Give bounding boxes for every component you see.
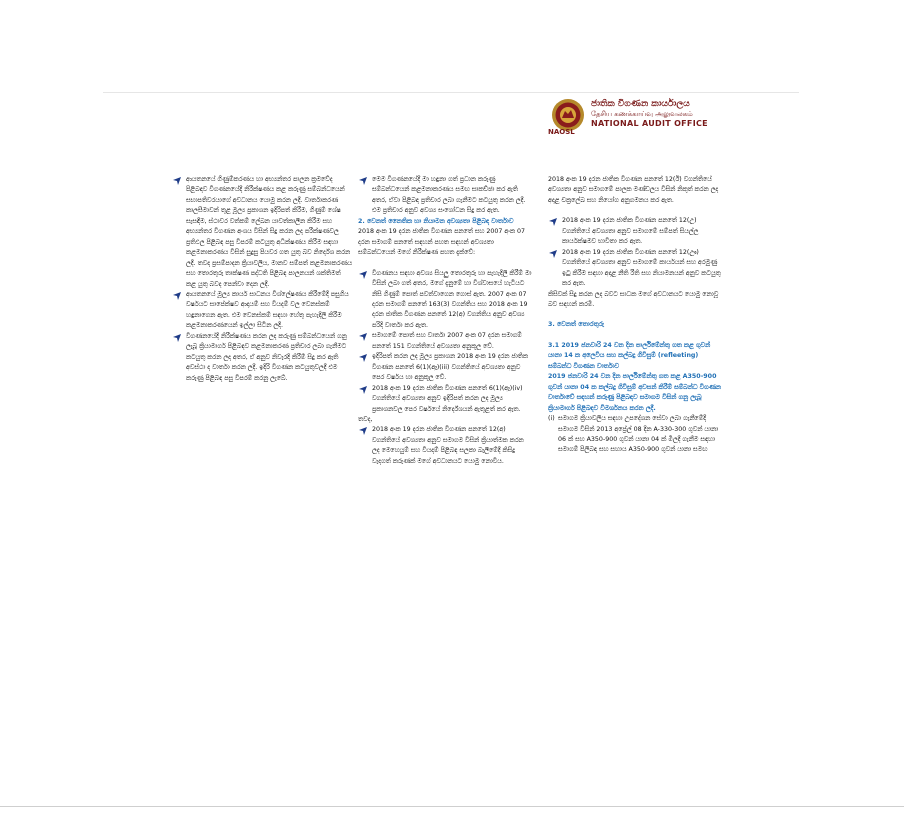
text-column-3 [548, 175, 723, 456]
bullet-item [548, 248, 723, 290]
bullet-item [358, 269, 533, 332]
bullet-item [358, 384, 533, 415]
arrow-bullet-icon [172, 176, 182, 186]
office-name [591, 99, 708, 129]
arrow-bullet-icon [548, 217, 558, 227]
text-column-1 [172, 175, 352, 384]
seal-acronym: NAOSL [548, 128, 575, 136]
section-2-intro: 2018 අංක 19 දරන ජාතික විගණන පනතේ සහ 2007 අංක 07 දරන සමාගම් පනතේ සඳහන් පහත සඳහන් අවශ්‍යතා සම්බන්ධයෙන් මගේ නිරීක්ෂණ පහත දැක්වේ: [358, 228, 526, 257]
section-2-heading: 2. වෙනත් නෛතික හා නියාමන අවශ්‍යතා පිළිබඳ වාර්තාව [358, 217, 514, 225]
item-label: (i) [548, 415, 555, 423]
bullet-text: විගණනයේදී නිරීක්ෂණය කරන ලද කරුණු සම්බන්ධයෙන් ගනු ලැබූ ක්‍රියාමාර්ග පිළිබඳව කළමනාකරණ ප්‍රතිචාර ලබා ගැනීමට කටයුතු කරන ලද අතර, ඒ අනුව නිවැරදි කිරීම් සිදු කර ඇති අවස්ථා ද වාර්තා කරන ලදී. ඉදිරි විගණන කටයුතුවලදී එම කරුණු පිළිබඳ පසු විපරම් කරනු ලැබේ. [186, 332, 347, 382]
bullet-text: ආයතනයේ ගිණුම්කරණය හා අභ්‍යන්තර පාලන ක්‍රමවේද පිළිබඳව විගණනයේදී නිරීක්ෂණය කළ කරුණු සම්බන්ධයෙන් සභාපතිවරයාගේ අවධානය යොමු කරන ලදී. වාර්තාකරණ කාලසීමාවන් තුළ මූල්‍ය ප්‍රකාශන ඉදිරිපත් කිරීම, ගිණුම් ශේෂ සැසඳීම, ස්ථාවර වත්කම් ලේඛන යාවත්කාලීන කිරීම සහ අභ්‍යන්තර විගණන අංශය විසින් සිදු කරන ලද පරීක්ෂණවල ප්‍රතිඵල පිළිබඳ පසු විපරම් කටයුතු අධීක්ෂණය කිරීම සඳහා කළමනාකරණය විසින් සුදුසු පියවර ගත යුතු බව නිර්දේශ කරන ලදී. තවද ප්‍රසම්පාදන ක්‍රියාවලිය, මානව සම්පත් කළමනාකරණය සහ තොරතුරු තාක්ෂණ පද්ධති පිළිබඳ පාලනයන් ශක්තිමත් කළ යුතු බවද පෙන්වා දෙන ලදී. [186, 176, 352, 288]
bullet-item [172, 290, 352, 332]
arrow-bullet-icon [172, 291, 182, 301]
bullet-text: ඉදිරිපත් කරන ලද මූල්‍ය ප්‍රකාශන 2018 අංක 19 දරන ජාතික විගණන පනතේ 6(1)(ඈ)(iii) වගන්තියේ අවශ්‍යතා අනුව පෙර වර්ෂය හා අනුකූල වේ. [372, 353, 528, 382]
column-3-outro: කිසිවක් සිදු කරන ලද බවට සාධක මගේ අවධානයට යොමු නොවූ බව සඳහන් කරමි. [548, 290, 719, 308]
arrow-bullet-icon [358, 353, 368, 363]
arrow-bullet-icon [358, 385, 368, 395]
bullet-text: මෙම විගණනයේදී මා හඳුනා ගත් ප්‍රධාන කරුණු සම්බන්ධයෙන් කළමනාකරණය සමඟ සාකච්ඡා කර ඇති අතර, ඒවා පිළිබඳ ප්‍රතිචාර ලබා ගැනීමට කටයුතු කරන ලදී. එම ප්‍රතිචාර අනුව අවශ්‍ය සංශෝධන සිදු කර ඇත. [372, 176, 526, 215]
arrow-bullet-icon [548, 249, 558, 259]
list-item [548, 414, 723, 456]
arrow-bullet-icon [358, 270, 368, 280]
bullet-text: විගණනය සඳහා අවශ්‍ය සියලු තොරතුරු හා පැහැදිලි කිරීම් මා විසින් ලබා ගත් අතර, මගේ දැනුමේ හා විශ්වාසයේ හැටියට නිසි ගිණුම් පොත් පවත්වාගෙන ගොස් ඇත. 2007 අංක 07 දරන සමාගම් පනතේ 163(3) වගන්තිය සහ 2018 අංක 19 දරන ජාතික විගණන පනතේ 12(අ) වගන්තිය අනුව අවශ්‍ය පරිදි වාර්තා කර ඇත. [372, 269, 532, 329]
bullet-item [358, 352, 533, 383]
arrow-bullet-icon [172, 333, 182, 343]
arrow-bullet-icon [358, 332, 368, 342]
item-text: සමාගම ක්‍රියාවලිය සඳහා උපදේශන සේවා ලබා ගැනීමේදී සමාගම විසින් 2013 අප්‍රේල් 08 දින A-330-300 ගුවන් යානා 06 ක් සහ A350-900 ගුවන් යානා 04 ක් මිලදී ගැනීම සඳහා සමාගම් පිලිබඳ සහ සහාය A350-900 ගුවන් යානා සමඟ [558, 415, 719, 454]
bullet-text: 2018 අංක 19 දරන ජාතික විගණන පනතේ 12(උ) වගන්තියේ අවශ්‍යතා අනුව සමාගමේ සම්පත් සියල්ල කාර්යක්ෂමව භාවිතා කර ඇත. [562, 217, 699, 246]
bullet-item [358, 331, 533, 352]
office-name-sinhala: ජාතික විගණන කාර්යාලය [591, 99, 690, 109]
continuation-word: තවද, [358, 415, 373, 423]
section-3-1-body: 2019 ජනවාරි 24 වන දින පාර්ලිමේන්තු ගත කළ A350-900 ගුවන් යානා 04 ක කල්බදු ගිවිසුම් අවසන් කිරීම් සම්බන්ධ විගණන වාර්තාවේ සඳහන් කරුණු පිළිබඳව සමාගම විසින් ගනු ලැබූ ක්‍රියාමාර්ග පිළිබඳව විමර්ශනය කරන ලදී. [548, 373, 721, 412]
office-name-english: NATIONAL AUDIT OFFICE [591, 119, 708, 128]
bullet-text: ආයතනයේ මූල්‍ය කාර්ය සාධනය විශ්ලේෂණය කිරීමේදී පසුගිය වර්ෂයට සාපේක්ෂව ආදායම් සහ වියදම් වල වෙනස්කම් හඳුනාගෙන ඇත. එම වෙනස්කම් සඳහා හේතු පැහැදිලි කිරීම කළමනාකරණයෙන් ඉල්ලා සිටින ලදී. [186, 290, 349, 330]
bullet-text: සමාගමේ පොත් සහ වාර්තා 2007 අංක 07 දරන සමාගම් පනතේ 151 වගන්තියේ අවශ්‍යතා අනුකූල වේ. [372, 332, 522, 350]
bullet-text: 2018 අංක 19 දරන ජාතික විගණන පනතේ 6(1)(ඈ)(iv) වගන්තියේ අවශ්‍යතා අනුව ඉදිරිපත් කරන ලද මූල්‍ය ප්‍රකාශනවල පෙර වර්ෂයේ නිර්දේශයන් ඇතුළත් කර ඇත. [372, 384, 523, 413]
section-3-heading: 3. වෙනත් තොරතුරු [548, 321, 604, 329]
bullet-item [548, 216, 723, 247]
arrow-bullet-icon [358, 176, 368, 186]
arrow-bullet-icon [358, 426, 368, 436]
national-audit-office-logo [548, 98, 723, 138]
bullet-item [358, 425, 533, 467]
bullet-text: 2018 අංක 19 දරන ජාතික විගණන පනතේ 12(අ) වගන්තියේ අවශ්‍යතා අනුව සමාගම විසින් ක්‍රියාත්මක කරන ලද මෙහෙයුම් සහ වියදම් පිළිබඳ සලකා බැලීමේදී කිසිදු වැදගත් කරුණක් මගේ අවධානයට යොමු නොවීය. [372, 426, 524, 465]
bottom-rule [0, 806, 904, 807]
national-emblem-icon [551, 98, 585, 132]
text-column-2 [358, 175, 533, 467]
top-rule [103, 92, 799, 93]
column-3-intro: 2018 අංක 19 දරන ජාතික විගණන පනතේ 12(ඊ) වගන්තියේ අවශ්‍යතා අනුව සමාගමේ පාලක මණ්ඩලය විසින් නිකුත් කරන ලද අදාළ චක්‍රලේඛ සහ නියෝග අනුගමනය කර ඇත. [548, 176, 719, 204]
office-name-tamil: தேசிய கணக்காய்வு அலுவலகம் [591, 110, 693, 118]
section-3-1-heading: 3.1 2019 ජනවාරි 24 වන දින පාර්ලිමේන්තු ගත කළ ගුවන් යානා 14 ක අලෙවිය සහ කල්බදු ගිවිසුම් (refleeting) සම්බන්ධ විගණන වාර්තාව [548, 341, 711, 370]
bullet-item [358, 175, 533, 217]
bullet-item [172, 332, 352, 384]
bullet-item [172, 175, 352, 290]
bullet-text: 2018 අංක 19 දරන ජාතික විගණන පනතේ 12(ඌ) වගන්තියේ අවශ්‍යතා අනුව සමාගමේ කාර්යයන් සහ අරමුණු ඉටු කිරීම සඳහා අදාළ නීති රීති සහ නියාමනයන් අනුව කටයුතු කර ඇත. [562, 248, 721, 288]
